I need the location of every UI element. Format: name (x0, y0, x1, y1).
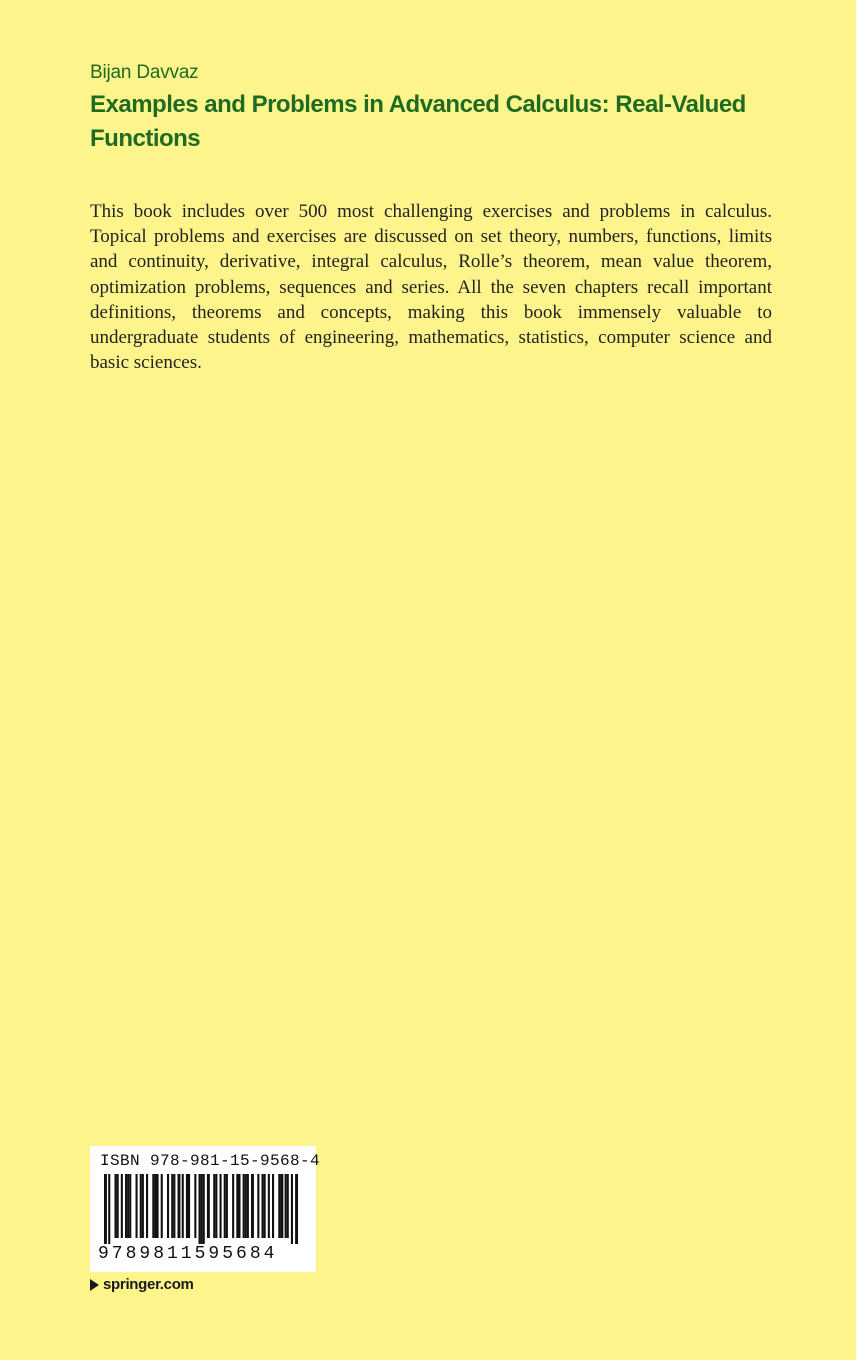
author-name: Bijan Davvaz (90, 62, 199, 83)
publisher-label: springer.com (103, 1276, 194, 1293)
book-description: This book includes over 500 most challenging exercises and problems in calculus. Topical problems and exercises are discussed on set theory, numbers, functions, limits and continuity, derivative, integral calculus, Rolle’s theorem, mean value theorem, optimization problems, sequences and series. All the seven chapters recall important definitions, theorems and concepts, making this book immensely valuable to undergraduate students of engineering, mathematics, statistics, computer science and basic sciences. (90, 201, 772, 374)
publisher-link[interactable] (90, 1276, 194, 1293)
arrow-right-icon (90, 1279, 99, 1291)
book-title: Examples and Problems in Advanced Calculus: Real-Valued Functions (90, 91, 746, 152)
barcode-digits: 9789811595684 (98, 1244, 278, 1264)
isbn-label: ISBN 978-981-15-9568-4 (100, 1152, 321, 1170)
isbn-barcode-panel (90, 1146, 321, 1272)
barcode-icon (100, 1174, 306, 1244)
